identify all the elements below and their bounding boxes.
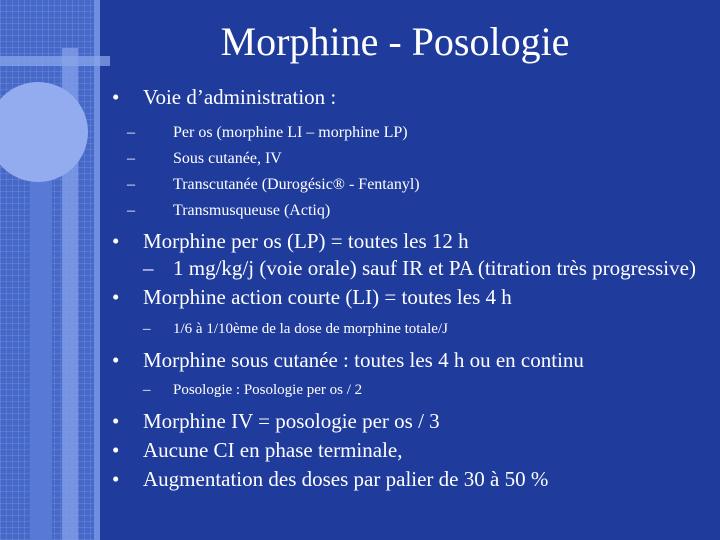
bullet-text: Voie d’administration :	[143, 85, 337, 109]
bullet-icon: •	[112, 467, 120, 491]
sub-item	[112, 120, 702, 146]
sub-item	[112, 146, 702, 172]
bullet-item	[112, 437, 702, 464]
decorative-bar	[30, 150, 52, 540]
bullet-icon: •	[112, 285, 120, 309]
bullet-icon: •	[112, 85, 120, 109]
dash-icon: –	[143, 382, 151, 398]
bullet-icon: •	[112, 229, 120, 253]
sub-item-text: Sous cutanée, IV	[173, 150, 282, 167]
bullet-item	[112, 284, 702, 311]
decorative-edge	[94, 0, 100, 540]
sub-item	[112, 198, 702, 224]
sub-item	[112, 172, 702, 198]
bullet-item	[112, 347, 702, 374]
decorative-bar	[0, 56, 110, 66]
bullet-text: Aucune CI en phase terminale,	[143, 438, 403, 462]
bullet-item	[112, 466, 702, 493]
dash-icon: –	[127, 150, 135, 167]
dash-icon: –	[143, 321, 151, 337]
dash-icon: –	[127, 176, 135, 193]
dash-icon: –	[143, 256, 154, 280]
bullet-text: Augmentation des doses par palier de 30 à 50 %	[143, 467, 549, 491]
sub-item-text: Transcutanée (Durogésic® - Fentanyl)	[173, 176, 420, 193]
slide-title: Morphine - Posologie	[220, 19, 570, 64]
dash-icon: –	[127, 202, 135, 219]
sub-item-text: Posologie : Posologie per os / 2	[173, 382, 363, 398]
dash-icon: –	[127, 124, 135, 141]
bullet-item	[112, 228, 702, 255]
sub-item-text: Per os (morphine LI – morphine LP)	[173, 124, 408, 141]
bullet-text: Morphine action courte (LI) = toutes les 4 h	[143, 285, 512, 309]
slide-content	[112, 84, 702, 496]
sub-item	[112, 378, 702, 402]
sub-item-text: 1/6 à 1/10ème de la dose de morphine totale/J	[173, 321, 448, 337]
bullet-text: Morphine IV = posologie per os / 3	[143, 409, 440, 433]
bullet-icon: •	[112, 409, 120, 433]
bullet-text: Morphine per os (LP) = toutes les 12 h	[143, 229, 469, 253]
sub-item-text: 1 mg/kg/j (voie orale) sauf IR et PA (titration très progressive)	[173, 256, 696, 280]
bullet-icon: •	[112, 348, 120, 372]
bullet-item	[112, 84, 702, 111]
bullet-icon: •	[112, 438, 120, 462]
sub-item-text: Transmusqueuse (Actiq)	[173, 202, 331, 219]
bullet-text: Morphine sous cutanée : toutes les 4 h ou en continu	[143, 348, 584, 372]
sub-item	[112, 255, 702, 282]
sub-item	[112, 317, 702, 341]
bullet-item	[112, 408, 702, 435]
